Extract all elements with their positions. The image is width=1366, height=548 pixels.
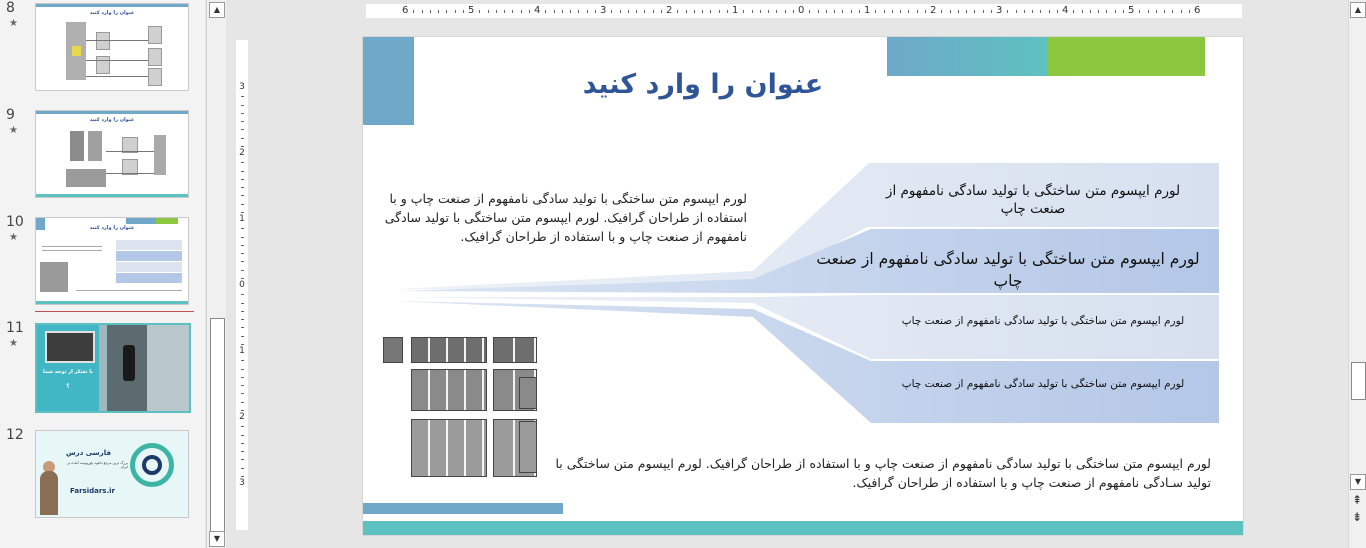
ruler-tick [241, 171, 244, 172]
ruler-label: 2 [666, 5, 673, 16]
slide-canvas[interactable] [363, 37, 1243, 535]
thumbnail-title: عنوان را وارد کنید [89, 10, 135, 16]
brand-name: فارسی درس [66, 449, 111, 457]
ruler-tick [983, 10, 984, 13]
ruler-tick [917, 10, 918, 13]
ruler-tick [241, 459, 244, 460]
thumbnail-scrollbar[interactable] [206, 0, 226, 548]
slide-number: 11 [6, 320, 24, 336]
accent-block [156, 218, 178, 224]
ruler-tick [702, 10, 703, 13]
ruler-label: 4 [534, 5, 541, 16]
intercom-device [70, 131, 84, 161]
brand-tagline: بزرگ ترین مرجع دانلود پاورپوینت آماده در ایران [66, 461, 128, 469]
logo-inner-icon [142, 455, 162, 475]
ruler-tick [958, 10, 959, 13]
ruler-tick [241, 245, 244, 246]
ruler-tick [1189, 10, 1190, 13]
ruler-tick [587, 10, 588, 13]
ruler-tick [241, 212, 244, 213]
scroll-up-button[interactable]: ▲ [1350, 2, 1366, 18]
slide-preview[interactable] [35, 323, 191, 413]
ruler-tick [686, 10, 687, 13]
intercom-monitor [45, 331, 95, 363]
ruler-tick [241, 195, 244, 196]
slide-title[interactable]: عنوان را وارد کنید [582, 69, 824, 100]
ruler-tick [241, 385, 244, 386]
ruler-label: 0 [798, 5, 805, 16]
scroll-up-button[interactable]: ▲ [209, 2, 225, 18]
panel-icon [148, 68, 162, 86]
ruler-tick [950, 10, 951, 13]
previous-slide-button[interactable]: ⇞ [1351, 493, 1363, 507]
slide-number: 8 [6, 0, 15, 16]
ruler-label: 3 [239, 478, 245, 488]
ruler-tick [1007, 10, 1008, 13]
ruler-tick [925, 10, 926, 13]
ruler-tick [1024, 10, 1025, 13]
ruler-tick [859, 10, 860, 13]
ruler-tick [1139, 10, 1140, 13]
ruler-tick [241, 369, 244, 370]
ruler-tick [966, 10, 967, 13]
ruler-tick [529, 10, 530, 13]
arrow-text-4[interactable]: لورم ایپسوم متن ساختگی با تولید سادگی نامفهوم از صنعت چاپ [901, 378, 1185, 390]
ruler-tick [241, 270, 244, 271]
ruler-tick [241, 278, 244, 279]
ruler-tick [595, 10, 596, 13]
ruler-tick [636, 10, 637, 13]
ruler-tick [241, 261, 244, 262]
ruler-tick [241, 311, 244, 312]
ruler-tick [1098, 10, 1099, 13]
ruler-tick [446, 10, 447, 13]
ruler-tick [677, 10, 678, 13]
doorbell-panel [123, 345, 135, 381]
ruler-tick [1057, 10, 1058, 13]
ruler-tick [422, 10, 423, 13]
ruler-tick [241, 319, 244, 320]
arrow-band [116, 251, 182, 261]
ruler-label: 3 [600, 5, 607, 16]
brand-url: Farsidars.ir [70, 487, 115, 495]
arrow-text-1[interactable]: لورم ایپسوم متن ساختگی با تولید سادگی نامفهوم از صنعت چاپ [885, 183, 1181, 217]
arrow-text-2[interactable]: لورم ایپسوم متن ساختگی با تولید سادگی نامفهوم از صنعت چاپ [816, 250, 1200, 290]
ruler-tick [908, 10, 909, 13]
controller-box [66, 169, 106, 187]
ruler-tick [241, 336, 244, 337]
text-line [76, 290, 182, 291]
ruler-label: 2 [239, 412, 245, 422]
ruler-tick [241, 303, 244, 304]
ruler-tick [719, 10, 720, 13]
accent-block [126, 218, 156, 224]
insertion-marker [35, 311, 194, 312]
slide-preview[interactable] [35, 430, 189, 518]
panel-icon [96, 56, 110, 74]
ruler-tick [241, 327, 244, 328]
ruler-label: 5 [1128, 5, 1135, 16]
accent-bar [36, 301, 188, 304]
ruler-tick [875, 10, 876, 13]
arrow-band [116, 262, 182, 272]
ruler-tick [826, 10, 827, 13]
paragraph-top[interactable]: لورم ایپسوم متن ساختگی با تولید سادگی نامفهوم از صنعت چاپ و با استفاده از طراحان گرافیک. لورم ایپسوم متن ساختگی با تولید سادگی نامفهوم از صنعت چاپ و با استفاده از طراحان گرافیک. [384, 191, 747, 244]
wire-line [106, 173, 154, 174]
slide-preview[interactable] [35, 217, 189, 305]
ruler-label: 6 [402, 5, 409, 16]
ruler-tick [1123, 10, 1124, 13]
animation-star-icon: ★ [9, 125, 18, 136]
ruler-label: 6 [1194, 5, 1201, 16]
ruler-tick [241, 146, 244, 147]
ruler-label: 0 [239, 280, 245, 290]
ruler-label: 5 [468, 5, 475, 16]
ruler-tick [974, 10, 975, 13]
ruler-tick [241, 121, 244, 122]
accent-block-left [363, 37, 414, 125]
ruler-tick [768, 10, 769, 13]
ruler-tick [1115, 10, 1116, 13]
panel-unit [383, 337, 403, 363]
ruler-tick [241, 426, 244, 427]
ruler-tick [785, 10, 786, 13]
panel-icon [96, 32, 110, 50]
ruler-label: 1 [239, 346, 245, 356]
ruler-tick [661, 10, 662, 13]
ruler-tick [241, 187, 244, 188]
ruler-tick [241, 228, 244, 229]
panel-unit [519, 421, 537, 473]
wall [147, 325, 189, 411]
ruler-tick [570, 10, 571, 13]
ruler-label: 3 [239, 82, 245, 92]
intercom-panels-image[interactable] [383, 333, 543, 479]
ruler-tick [562, 10, 563, 13]
ruler-tick [793, 10, 794, 13]
ruler-tick [463, 10, 464, 13]
arrow-band [116, 273, 182, 283]
ruler-tick [241, 96, 244, 97]
slide-preview[interactable] [35, 3, 189, 91]
ruler-tick [1082, 10, 1083, 13]
ruler-tick [776, 10, 777, 13]
accent-bar [36, 111, 188, 114]
ruler-tick [413, 10, 414, 13]
ruler-tick [818, 10, 819, 13]
ruler-tick [241, 294, 244, 295]
ruler-label: 3 [996, 5, 1003, 16]
ruler-tick [578, 10, 579, 13]
question-mark: ؟ [66, 383, 70, 390]
ruler-tick [1172, 10, 1173, 13]
ruler-tick [241, 113, 244, 114]
ruler-tick [1049, 10, 1050, 13]
thumbnail-title: عنوان را وارد کنید [89, 225, 135, 231]
ruler-label: 4 [1062, 5, 1069, 16]
ruler-label: 2 [239, 148, 245, 158]
ruler-tick [455, 10, 456, 13]
ruler-tick [241, 179, 244, 180]
text-line [42, 250, 102, 251]
ruler-label: 1 [864, 5, 871, 16]
intercom-screen [72, 46, 81, 56]
ruler-label: 1 [732, 5, 739, 16]
ruler-tick [1164, 10, 1165, 13]
panel-row [411, 369, 487, 411]
panel-icon [148, 48, 162, 66]
panel-row [411, 337, 487, 363]
ruler-tick [809, 10, 810, 13]
ruler-tick [760, 10, 761, 13]
ruler-tick [1040, 10, 1041, 13]
ruler-tick [241, 435, 244, 436]
ruler-tick [892, 10, 893, 13]
ruler-tick [620, 10, 621, 13]
accent-bar [36, 4, 188, 7]
ruler-tick [834, 10, 835, 13]
ruler-tick [241, 443, 244, 444]
animation-star-icon: ★ [9, 338, 18, 349]
ruler-tick [241, 468, 244, 469]
ruler-tick [710, 10, 711, 13]
panel-row [411, 419, 487, 477]
ruler-tick [884, 10, 885, 13]
person-figure [40, 471, 58, 515]
text-line [42, 246, 102, 247]
ruler-tick [241, 393, 244, 394]
ruler-tick [1032, 10, 1033, 13]
ruler-tick [241, 360, 244, 361]
ruler-tick [504, 10, 505, 13]
animation-star-icon: ★ [9, 18, 18, 29]
horizontal-ruler[interactable] [366, 4, 1242, 18]
ruler-tick [241, 377, 244, 378]
ruler-tick [1090, 10, 1091, 13]
ruler-label: 2 [930, 5, 937, 16]
ruler-tick [430, 10, 431, 13]
ruler-tick [653, 10, 654, 13]
accent-bar-top [887, 37, 1047, 76]
ruler-tick [241, 410, 244, 411]
wire-line [86, 60, 148, 61]
ruler-tick [241, 476, 244, 477]
panel-unit [519, 377, 537, 409]
ruler-tick [752, 10, 753, 13]
ruler-tick [241, 344, 244, 345]
ruler-tick [1156, 10, 1157, 13]
ruler-tick [488, 10, 489, 13]
ruler-tick [496, 10, 497, 13]
slide-scrollbar[interactable] [1348, 0, 1366, 548]
scroll-thumb[interactable] [1351, 362, 1366, 400]
scroll-down-button[interactable]: ▼ [209, 531, 225, 547]
ruler-tick [241, 237, 244, 238]
ruler-tick [900, 10, 901, 13]
ruler-tick [479, 10, 480, 13]
device-grid [40, 262, 68, 292]
ruler-tick [241, 138, 244, 139]
accent-bar-bottom-left [363, 503, 563, 514]
ruler-tick [1181, 10, 1182, 13]
slide-number: 12 [6, 427, 24, 443]
ruler-label: 1 [239, 214, 245, 224]
paragraph-bottom[interactable]: لورم ایپسوم متن ساختگی با تولید سادگی نامفهوم از صنعت چاپ و با استفاده از طراحان گرافیک. لورم ایپسوم متن ساختگی با تولید سـادگی نامفهوم از صنعت چاپ و با استفاده از طراحان گرافیک. [555, 456, 1211, 490]
next-slide-button[interactable]: ⇟ [1351, 510, 1363, 524]
arrow-text-3[interactable]: لورم ایپسوم متن ساختگی با تولید سادگی نامفهوم از صنعت چاپ [901, 315, 1185, 327]
thumbnail-title: عنوان را وارد کنید [89, 117, 135, 123]
ruler-tick [694, 10, 695, 13]
thanks-text: با تشکر از توجه شما [42, 369, 94, 375]
ruler-tick [241, 451, 244, 452]
ruler-tick [851, 10, 852, 13]
ruler-tick [1106, 10, 1107, 13]
scroll-thumb[interactable] [210, 318, 225, 532]
vertical-ruler[interactable] [236, 40, 248, 530]
slide-preview[interactable] [35, 110, 189, 198]
ruler-tick [241, 253, 244, 254]
ruler-tick [1148, 10, 1149, 13]
wire-line [86, 40, 148, 41]
accent-bar [36, 194, 188, 197]
ruler-tick [554, 10, 555, 13]
accent-bar-bottom [363, 521, 1243, 535]
ruler-tick [644, 10, 645, 13]
ruler-tick [1073, 10, 1074, 13]
ruler-tick [545, 10, 546, 13]
ruler-tick [611, 10, 612, 13]
ruler-tick [241, 129, 244, 130]
ruler-tick [241, 402, 244, 403]
ruler-tick [241, 105, 244, 106]
slide-number: 9 [6, 107, 15, 123]
panel-icon [148, 26, 162, 44]
accent-bar-green [1047, 37, 1205, 76]
intercom-device [154, 135, 166, 175]
ruler-tick [438, 10, 439, 13]
wire-line [86, 76, 148, 77]
slide-number: 10 [6, 214, 24, 230]
scroll-down-button[interactable]: ▼ [1350, 474, 1366, 490]
ruler-tick [727, 10, 728, 13]
slide-thumbnail-pane [0, 0, 205, 548]
ruler-tick [991, 10, 992, 13]
ruler-tick [1016, 10, 1017, 13]
animation-star-icon: ★ [9, 232, 18, 243]
ruler-tick [842, 10, 843, 13]
ruler-tick [241, 204, 244, 205]
ruler-tick [743, 10, 744, 13]
ruler-tick [941, 10, 942, 13]
ruler-tick [241, 162, 244, 163]
wire-line [106, 151, 154, 152]
ruler-tick [628, 10, 629, 13]
ruler-tick [512, 10, 513, 13]
arrow-band [116, 240, 182, 250]
ruler-tick [521, 10, 522, 13]
intercom-device [88, 131, 102, 161]
panel-row [493, 337, 537, 363]
